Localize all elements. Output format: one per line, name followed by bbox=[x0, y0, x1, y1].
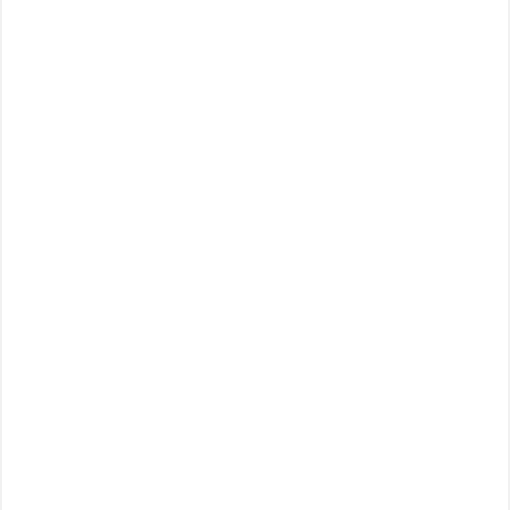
page-edge-left bbox=[0, 0, 2, 510]
